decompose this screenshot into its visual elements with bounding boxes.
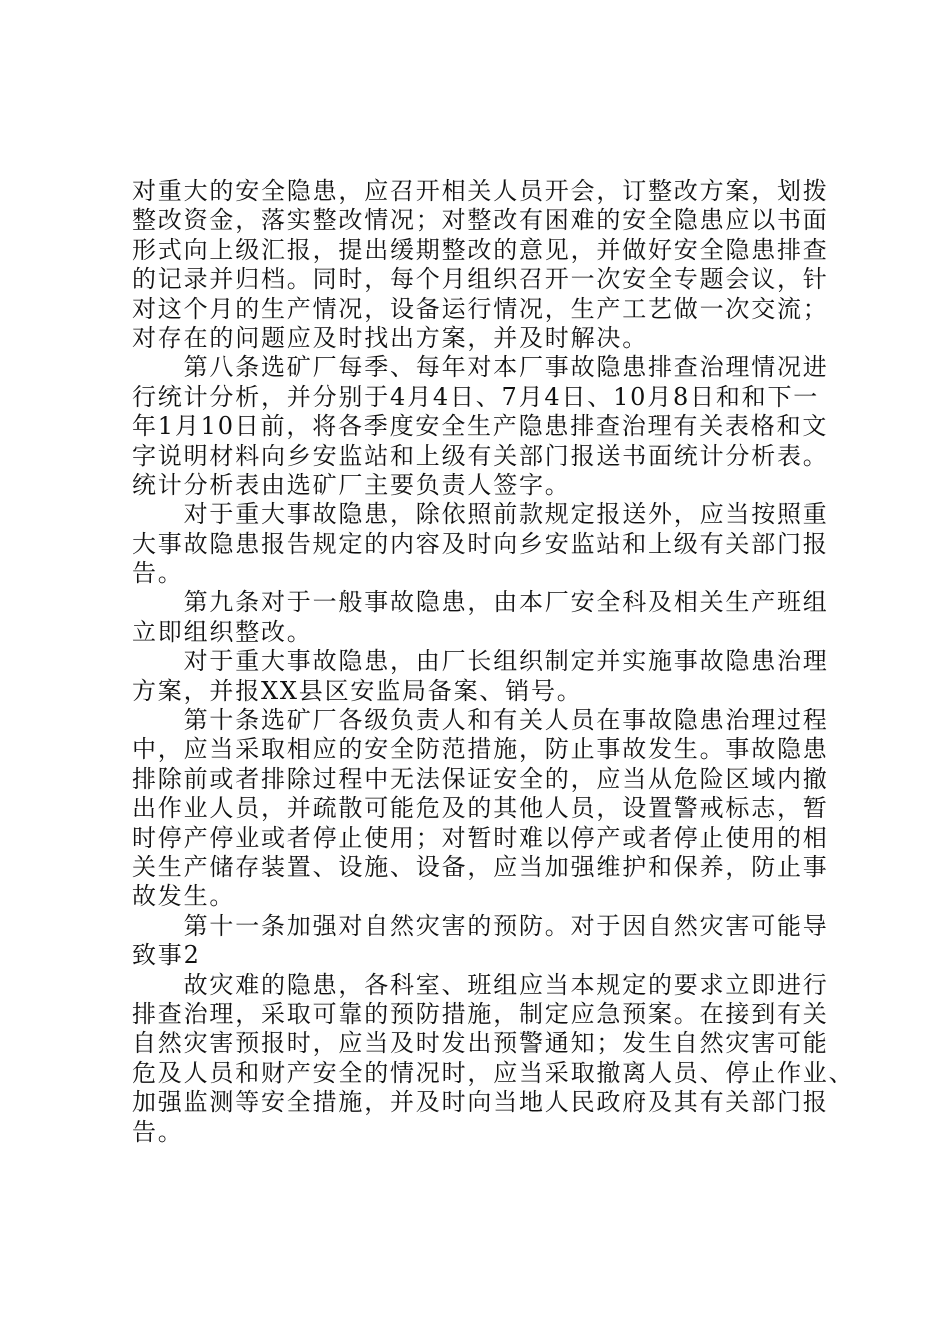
- text-line: 第十一条加强对自然灾害的预防。对于因自然灾害可能导: [132, 911, 829, 940]
- text-line: 第八条选矿厂每季、每年对本厂事故隐患排查治理情况进: [132, 353, 829, 382]
- text-line: 告。: [132, 1117, 184, 1146]
- text-line: 告。: [132, 559, 184, 588]
- text-line: 故灾难的隐患，各科室、班组应当本规定的要求立即进行: [132, 970, 829, 999]
- text-line: 对于重大事故隐患，由厂长组织制定并实施事故隐患治理: [132, 647, 829, 676]
- text-line: 时停产停业或者停止使用；对暂时难以停产或者停止使用的相: [132, 823, 829, 852]
- text-line: 加强监测等安全措施，并及时向当地人民政府及其有关部门报: [132, 1088, 829, 1117]
- text-line: 排除前或者排除过程中无法保证安全的，应当从危险区域内撤: [132, 764, 829, 793]
- text-line: 统计分析表由选矿厂主要负责人签字。: [132, 470, 571, 499]
- text-line: 整改资金，落实整改情况；对整改有困难的安全隐患应以书面: [132, 206, 829, 235]
- text-line: 大事故隐患报告规定的内容及时向乡安监站和上级有关部门报: [132, 529, 829, 558]
- document-body: [132, 177, 855, 1147]
- text-line: 方案，并报XX县区安监局备案、销号。: [132, 676, 583, 705]
- text-line: 自然灾害预报时，应当及时发出预警通知；发生自然灾害可能: [132, 1029, 829, 1058]
- text-line: 对存在的问题应及时找出方案，并及时解决。: [132, 323, 648, 352]
- text-line: 第九条对于一般事故隐患，由本厂安全科及相关生产班组: [132, 588, 829, 617]
- text-line: 年1月10日前，将各季度安全生产隐患排查治理有关表格和文: [132, 412, 829, 441]
- text-line: 对重大的安全隐患，应召开相关人员开会，订整改方案，划拨: [132, 177, 829, 205]
- text-line: 行统计分析，并分别于4月4日、7月4日、10月8日和和下一: [132, 382, 820, 411]
- text-line: 对这个月的生产情况，设备运行情况，生产工艺做一次交流；: [132, 294, 829, 323]
- text-line: 立即组织整改。: [132, 617, 313, 646]
- text-line: 出作业人员，并疏散可能危及的其他人员，设置警戒标志，暂: [132, 794, 829, 823]
- text-line: 危及人员和财产安全的情况时，应当采取撤离人员、停止作业、: [132, 1058, 855, 1087]
- text-line: 关生产储存装置、设施、设备，应当加强维护和保养，防止事: [132, 852, 829, 881]
- text-line: 对于重大事故隐患，除依照前款规定报送外，应当按照重: [132, 500, 829, 529]
- text-line: 致事2: [132, 941, 201, 970]
- text-line: 中，应当采取相应的安全防范措施，防止事故发生。事故隐患: [132, 735, 829, 764]
- text-line: 第十条选矿厂各级负责人和有关人员在事故隐患治理过程: [132, 706, 829, 735]
- text-line: 形式向上级汇报，提出缓期整改的意见，并做好安全隐患排查: [132, 235, 829, 264]
- text-line: 故发生。: [132, 882, 236, 911]
- text-line: 排查治理，采取可靠的预防措施，制定应急预案。在接到有关: [132, 999, 829, 1028]
- text-line: 字说明材料向乡安监站和上级有关部门报送书面统计分析表。: [132, 441, 829, 470]
- text-line: 的记录并归档。同时，每个月组织召开一次安全专题会议，针: [132, 265, 829, 294]
